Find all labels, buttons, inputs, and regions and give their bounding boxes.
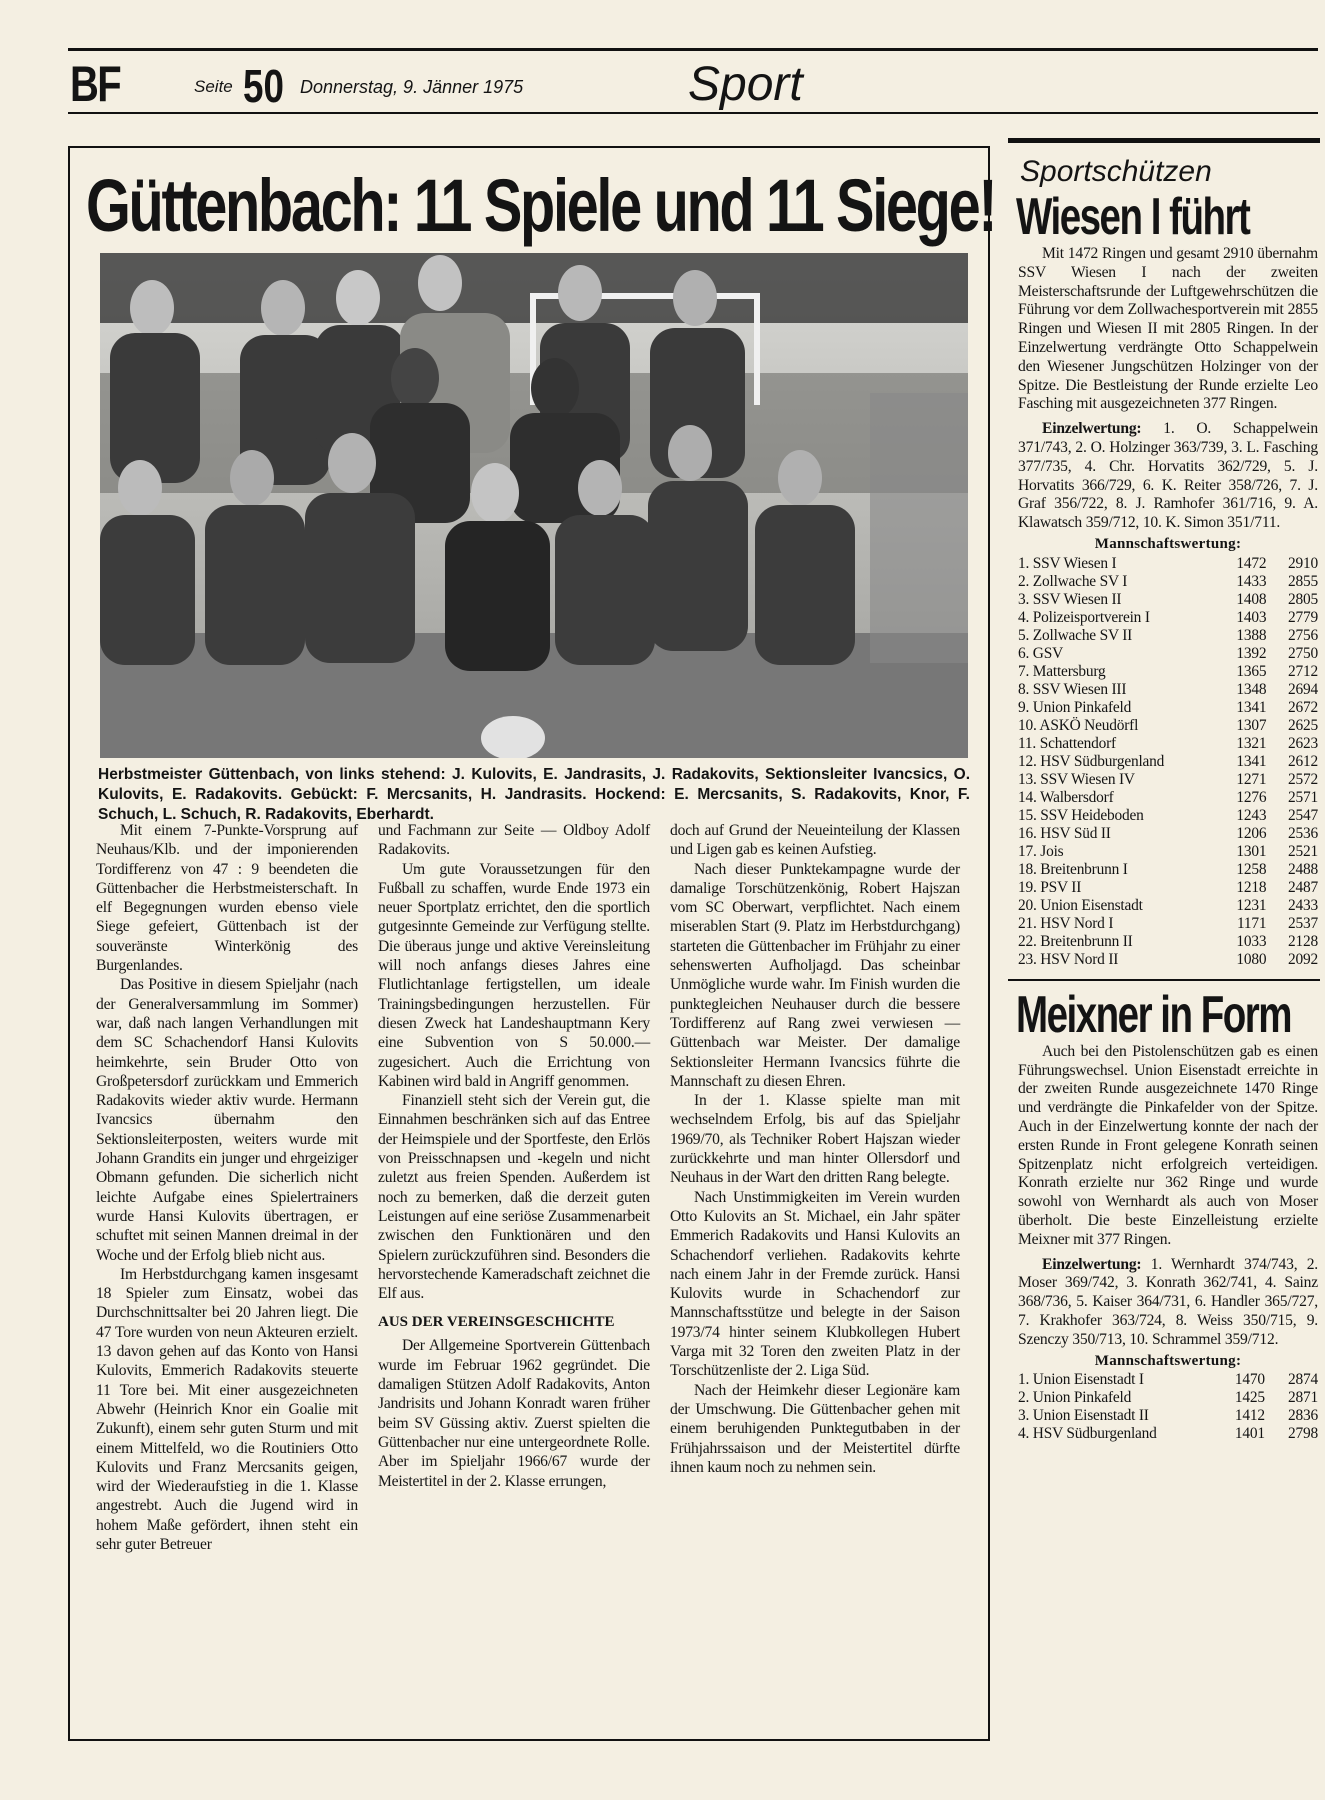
paragraph: Mit einem 7-Punkte-Vorsprung auf Neuhaus/Klb. und der imponierenden Tordifferenz von 47 : 9 beendeten die Güttenbacher die Herbstmeisterschaft. In elf Begegnungen wurden ebenso viele Siege gefeiert, Güttenbach ist der souveränste Winterkönig des Burgenlandes. xyxy=(96,822,358,975)
ranking-rings: 1231 xyxy=(1236,896,1267,914)
ranking-team: 23. HSV Nord II xyxy=(1018,950,1119,968)
section-title: Sport xyxy=(688,58,803,111)
article-column-1 xyxy=(96,821,358,1554)
ranking-row xyxy=(1018,591,1318,609)
mannschaftswertung-table xyxy=(1018,1371,1318,1443)
sidebar-headline-wiesen: Wiesen I führt xyxy=(1016,188,1250,246)
ranking-team: 22. Breitenbrunn II xyxy=(1018,932,1133,950)
paragraph: Mit 1472 Ringen und gesamt 2910 übernahm SSV Wiesen I nach der zweiten Meisterschaftsrunde der Luftgewehrschützen die Führung vor dem Zollwachesportverein mit 2855 Ringen und Wiesen II mit 2805 Ringen. In der Einzelwertung verdrängte Otto Schappelwein den Wiesener Jungschützen Holzinger von der Spitze. Die Bestleistung der Runde erzielte Leo Fasching mit ausgezeichneten 377 Ringen. xyxy=(1018,245,1318,413)
paragraph: doch auf Grund der Neueinteilung der Klassen und Ligen gab es keinen Aufstieg. xyxy=(670,822,960,859)
ranking-rings: 1392 xyxy=(1236,644,1267,662)
ranking-team: 7. Mattersburg xyxy=(1018,662,1106,680)
ranking-total: 2712 xyxy=(1288,662,1318,680)
ranking-total: 2910 xyxy=(1288,554,1318,572)
einzelwertung-label: Einzelwertung: xyxy=(1042,1255,1142,1273)
ranking-row xyxy=(1018,645,1318,663)
ranking-row xyxy=(1018,1407,1318,1425)
ranking-rings: 1301 xyxy=(1236,842,1267,860)
ranking-rings: 1206 xyxy=(1236,824,1267,842)
ranking-team: 2. Zollwache SV I xyxy=(1018,572,1128,590)
ranking-total: 2756 xyxy=(1288,626,1318,644)
ranking-total: 2694 xyxy=(1288,680,1318,698)
paragraph: Nach der Heimkehr dieser Legionäre kam der Umschwung. Die Güttenbacher gehen mit einem beruhigenden Punktegutbaben in der Frühjahrssaison und der Meistertitel dürfte ihnen kaum noch zu nehmen sein. xyxy=(670,1381,960,1476)
article-column-2 xyxy=(378,821,650,1491)
paragraph: Nach dieser Punktekampagne wurde der damalige Torschützenkönig, Robert Hajszan vom SC Oberwart, verpflichtet. Nach einem miserablen Start (9. Platz im Herbstdurchgang) starteten die Güttenbacher im Frühjahr zu einer sehenswerten Aufholjagd. Das scheinbar Unmögliche wurde wahr. Im Finish wurden die punktegleichen Neuhauser durch die bessere Tordifferenz auf Rang zwei verwiesen — Güttenbach war Meister. Der damalige Sektionsleiter Hermann Ivancsics führte die Mannschaft zu diesen Ehren. xyxy=(670,860,960,1090)
ranking-rings: 1341 xyxy=(1236,752,1267,770)
ranking-team: 9. Union Pinkafeld xyxy=(1018,698,1132,716)
ranking-team: 19. PSV II xyxy=(1018,878,1082,896)
ranking-total: 2433 xyxy=(1288,896,1318,914)
ranking-rings: 1408 xyxy=(1236,590,1267,608)
team-photo xyxy=(100,253,968,758)
ranking-total: 2625 xyxy=(1288,716,1318,734)
ranking-rings: 1171 xyxy=(1236,914,1267,932)
ranking-row xyxy=(1018,879,1318,897)
sidebar-kicker: Sportschützen xyxy=(1020,155,1212,188)
sidebar-article-wiesen xyxy=(1008,245,1320,969)
ranking-rings: 1218 xyxy=(1236,878,1267,896)
page-number: 50 xyxy=(243,60,284,112)
ranking-total: 2798 xyxy=(1288,1425,1318,1443)
ranking-rings: 1425 xyxy=(1234,1389,1265,1407)
mannschaftswertung-table xyxy=(1018,555,1318,969)
sidebar-article-meixner xyxy=(1008,1043,1320,1444)
ranking-total: 2571 xyxy=(1288,788,1318,806)
paragraph: und Fachmann zur Seite — Oldboy Adolf Radakovits. xyxy=(378,822,650,859)
sidebar-headline-meixner: Meixner in Form xyxy=(1016,985,1292,1044)
team-photo-illustration xyxy=(100,253,968,758)
paragraph: Das Positive in diesem Spieljahr (nach der Generalversammlung im Sommer) war, daß nach langen Verhandlungen mit dem SC Schachendorf Hansi Kulovits heimkehrte, sein Bruder Otto von Großpetersdorf zurückkam und Emmerich Radakovits wieder aktiv wurde. Hermann Ivancsics übernahm den Sektionsleiterposten, weiters wurde mit Johann Grandits ein junger und ehrgeiziger Obmann gefunden. Die sicherlich nicht leichte Aufgabe eines Spielertrainers wurde Hansi Kulovits übertragen, er schuftet mit seinen Mannen dreimal in der Woche und der Erfolg blieb nicht aus. xyxy=(96,976,358,1264)
paragraph: Der Allgemeine Sportverein Güttenbach wurde im Februar 1962 gegründet. Die damaligen Stützen Adolf Radakovits, Anton Jandrisits und Johann Konradt waren früher beim SV Güssing aktiv. Zuerst spielten die Güttenbacher nur eine untergeordnete Rolle. Aber im Spieljahr 1966/67 wurde der Meistertitel in der 2. Klasse errungen, xyxy=(378,1337,650,1490)
ranking-total: 2521 xyxy=(1288,842,1318,860)
ranking-rings: 1472 xyxy=(1236,554,1267,572)
article-column-3 xyxy=(670,821,960,1477)
paragraph: Nach Unstimmigkeiten im Verein wurden Otto Kulovits an St. Michael, ein Jahr später Emmerich Radakovits und Hansi Kulovits an Schachendorf verliehen. Radakovits kehrte nach einem Jahr in der Fremde zurück. Hansi Kulovits wurde in Schachendorf zur Mannschaftsstütze und belegte in der Saison 1973/74 hinter seinem Klubkollegen Hubert Varga mit 32 Toren den zweiten Platz in der Torschützenliste der 2. Liga Süd. xyxy=(670,1188,960,1380)
ranking-total: 2779 xyxy=(1288,608,1318,626)
ranking-team: 12. HSV Südburgenland xyxy=(1018,752,1165,770)
ranking-rings: 1341 xyxy=(1236,698,1267,716)
ranking-total: 2805 xyxy=(1288,590,1318,608)
einzelwertung-text: 1. O. Schappelwein 371/743, 2. O. Holzinger 363/739, 3. L. Fasching 377/735, 4. Chr. Horvatits 362/729, 5. J. Horvatits 366/729, 6. K. Reiter 358/726, 7. J. Graf 356/722, 8. J. Ramhofer 361/716, 9. A. Klawatsch 359/712, 10. K. Simon 351/711. xyxy=(1018,420,1318,532)
einzelwertung-paragraph xyxy=(1018,420,1318,533)
ranking-row xyxy=(1018,951,1318,969)
article-headline: Güttenbach: 11 Spiele und 11 Siege! xyxy=(86,164,996,247)
ranking-total: 2536 xyxy=(1288,824,1318,842)
mannschaftswertung-label: Mannschaftswertung: xyxy=(1094,1352,1242,1369)
ranking-total: 2623 xyxy=(1288,734,1318,752)
ranking-row xyxy=(1018,897,1318,915)
ranking-row xyxy=(1018,1371,1318,1389)
sidebar xyxy=(1008,138,1320,1748)
ranking-row xyxy=(1018,843,1318,861)
ranking-row xyxy=(1018,609,1318,627)
ranking-row xyxy=(1018,753,1318,771)
ranking-row xyxy=(1018,861,1318,879)
main-article xyxy=(68,146,996,1741)
einzelwertung-label: Einzelwertung: xyxy=(1042,420,1142,438)
ranking-total: 2092 xyxy=(1288,950,1318,968)
ranking-row xyxy=(1018,627,1318,645)
ranking-row xyxy=(1018,1425,1318,1443)
ranking-row xyxy=(1018,555,1318,573)
ranking-rings: 1307 xyxy=(1236,716,1267,734)
paragraph: In der 1. Klasse spielte man mit wechselndem Erfolg, bis auf das Spieljahr 1969/70, als Techniker Robert Hajszan wieder zurückkehrte und man hinter Ollersdorf und Neuhaus in der Wart den dritten Rang belegte. xyxy=(670,1092,960,1187)
ranking-row xyxy=(1018,699,1318,717)
ranking-team: 11. Schattendorf xyxy=(1018,734,1116,752)
ranking-team: 4. Polizeisportverein I xyxy=(1018,608,1150,626)
page-label: Seite xyxy=(194,77,233,96)
ranking-row xyxy=(1018,915,1318,933)
ranking-team: 3. SSV Wiesen II xyxy=(1018,590,1122,608)
ranking-team: 2. Union Pinkafeld xyxy=(1018,1389,1132,1407)
paragraph: Im Herbstdurchgang kamen insgesamt 18 Spieler zum Einsatz, wobei das Durchschnittsalter bei 20 Jahren liegt. Die 47 Tore wurden von neun Akteuren erzielt. 13 davon gehen auf das Konto von Hansi Kulovits, Emmerich Radakovits steuerte 11 Tore bei. Mit einer ausgezeichneten Abwehr (Heinrich Knor ein Goalie mit Zukunft), einem sehr guten Sturm und mit einem Mittelfeld, wo die Routiniers Otto Kulovits und Franz Mercsanits geigen, wird der Wiederaufstieg in die 1. Klasse angestrebt. Auch die Jugend wird in hohem Maße gefördert, ihnen steht ein sehr guter Betreuer xyxy=(96,1265,358,1553)
ranking-team: 1. SSV Wiesen I xyxy=(1018,554,1117,572)
ranking-team: 4. HSV Südburgenland xyxy=(1018,1425,1157,1443)
ranking-total: 2547 xyxy=(1288,806,1318,824)
ranking-row xyxy=(1018,807,1318,825)
ranking-row xyxy=(1018,1389,1318,1407)
ranking-rings: 1243 xyxy=(1236,806,1267,824)
issue-date: Donnerstag, 9. Jänner 1975 xyxy=(300,77,524,97)
ranking-team: 8. SSV Wiesen III xyxy=(1018,680,1127,698)
ranking-rings: 1033 xyxy=(1236,932,1267,950)
ranking-rings: 1412 xyxy=(1234,1407,1265,1425)
photo-caption: Herbstmeister Güttenbach, von links stehend: J. Kulovits, E. Jandrasits, J. Radakovits, Sektionsleiter Ivancsics, O. Kulovits, E. Radakovits. Gebückt: F. Mercsanits, H. Jandrasits. Hockend: E. Mercsanits, S. Radakovits, Knor, F. Schuch, L. Schuch, R. Radakovits, Eberhardt. xyxy=(98,766,970,823)
ranking-row xyxy=(1018,789,1318,807)
einzelwertung-text: 1. Wernhardt 374/743, 2. Moser 369/742, 3. Konrath 362/741, 4. Sainz 368/736, 5. Kaiser 364/731, 6. Handler 365/727, 7. Krakhofer 363/724, 8. Weiss 350/715, 9. Szenczy 350/713, 10. Schrammel 359/712. xyxy=(1018,1255,1318,1348)
ranking-rings: 1388 xyxy=(1236,626,1267,644)
ranking-row xyxy=(1018,663,1318,681)
ranking-row xyxy=(1018,681,1318,699)
ranking-total: 2487 xyxy=(1288,878,1318,896)
ranking-total: 2612 xyxy=(1288,752,1318,770)
ranking-total: 2488 xyxy=(1288,860,1318,878)
ranking-team: 14. Walbersdorf xyxy=(1018,788,1114,806)
einzelwertung-paragraph xyxy=(1018,1256,1318,1350)
ranking-total: 2537 xyxy=(1288,914,1318,932)
paragraph: Auch bei den Pistolenschützen gab es einen Führungswechsel. Union Eisenstadt erreichte in der zweiten Runde ausgezeichnete 1470 Ringe und verdrängte die Pinkafelder von der Spitze. Auch in der Einzelwertung konnte der nach der ersten Runde in Front gelegene Konrath seinen Spitzenplatz nicht erfolgreich verteidigen. Konrath erzielte nur 362 Ringe und wurde sowohl von Wernhardt als auch von Moser überholt. Die beste Einzelleistung erzielte Meixner mit 377 Ringen. xyxy=(1018,1042,1318,1248)
ranking-row xyxy=(1018,717,1318,735)
ranking-row xyxy=(1018,933,1318,951)
ranking-rings: 1403 xyxy=(1236,608,1267,626)
ranking-rings: 1258 xyxy=(1236,860,1267,878)
page-header xyxy=(68,48,1318,114)
ranking-team: 17. Jois xyxy=(1018,842,1064,860)
ranking-row xyxy=(1018,735,1318,753)
ranking-rings: 1470 xyxy=(1234,1371,1265,1389)
ranking-team: 10. ASKÖ Neudörfl xyxy=(1018,716,1139,734)
paragraph: Finanziell steht sich der Verein gut, die Einnahmen beschränken sich auf das Entree der Heimspiele und der Sportfeste, den Erlös von Preisschnapsen und -kegeln und nicht zuletzt aus freien Spenden. Außerdem ist noch zu bemerken, daß die derzeit guten Leistungen auf eine seriöse Zusammenarbeit zwischen den Funktionären und den Spielern zurückzuführen sind. Besonders die hervorstechende Kameradschaft zeichnet die Elf aus. xyxy=(378,1092,650,1303)
ranking-total: 2128 xyxy=(1288,932,1318,950)
ranking-total: 2836 xyxy=(1288,1407,1318,1425)
ranking-team: 18. Breitenbrunn I xyxy=(1018,860,1128,878)
ranking-row xyxy=(1018,573,1318,591)
ranking-team: 13. SSV Wiesen IV xyxy=(1018,770,1135,788)
mannschaftswertung-label: Mannschaftswertung: xyxy=(1094,535,1242,552)
ranking-rings: 1276 xyxy=(1236,788,1267,806)
ranking-team: 5. Zollwache SV II xyxy=(1018,626,1133,644)
sidebar-divider xyxy=(1008,979,1320,981)
ranking-rings: 1401 xyxy=(1234,1425,1265,1443)
ranking-rings: 1271 xyxy=(1236,770,1267,788)
ranking-team: 16. HSV Süd II xyxy=(1018,824,1111,842)
ranking-row xyxy=(1018,825,1318,843)
newspaper-logo: BF xyxy=(70,56,121,112)
ranking-team: 3. Union Eisenstadt II xyxy=(1018,1407,1149,1425)
ranking-rings: 1433 xyxy=(1236,572,1267,590)
ranking-team: 6. GSV xyxy=(1018,644,1063,662)
ranking-total: 2871 xyxy=(1288,1389,1318,1407)
ranking-team: 1. Union Eisenstadt I xyxy=(1018,1371,1144,1389)
ranking-team: 21. HSV Nord I xyxy=(1018,914,1114,932)
ranking-rings: 1321 xyxy=(1236,734,1267,752)
ranking-total: 2874 xyxy=(1288,1371,1318,1389)
ranking-total: 2855 xyxy=(1288,572,1318,590)
ranking-team: 20. Union Eisenstadt xyxy=(1018,896,1143,914)
ranking-rings: 1080 xyxy=(1236,950,1267,968)
subheading-vereinsgeschichte: AUS DER VEREINSGESCHICHTE xyxy=(378,1314,615,1331)
ranking-team: 15. SSV Heideboden xyxy=(1018,806,1144,824)
ranking-row xyxy=(1018,771,1318,789)
paragraph: Um gute Voraussetzungen für den Fußball zu schaffen, wurde Ende 1973 ein neuer Sportplatz errichtet, den die sportlich gutgesinnte Gemeinde zur Verfügung stellte. Die überaus junge und aktive Vereinsleitung will noch anfangs dieses Jahres eine Flutlichtanlage fertigstellen, um ideale Trainingsbedingungen herzustellen. Für diesen Zweck hat Landeshauptmann Kery eine Subvention von S 50.000.— zugesichert. Auch die Errichtung von Kabinen wird bald in Angriff genommen. xyxy=(378,860,650,1090)
ranking-total: 2572 xyxy=(1288,770,1318,788)
ranking-total: 2672 xyxy=(1288,698,1318,716)
ranking-rings: 1348 xyxy=(1236,680,1267,698)
ranking-rings: 1365 xyxy=(1236,662,1267,680)
ranking-total: 2750 xyxy=(1288,644,1318,662)
